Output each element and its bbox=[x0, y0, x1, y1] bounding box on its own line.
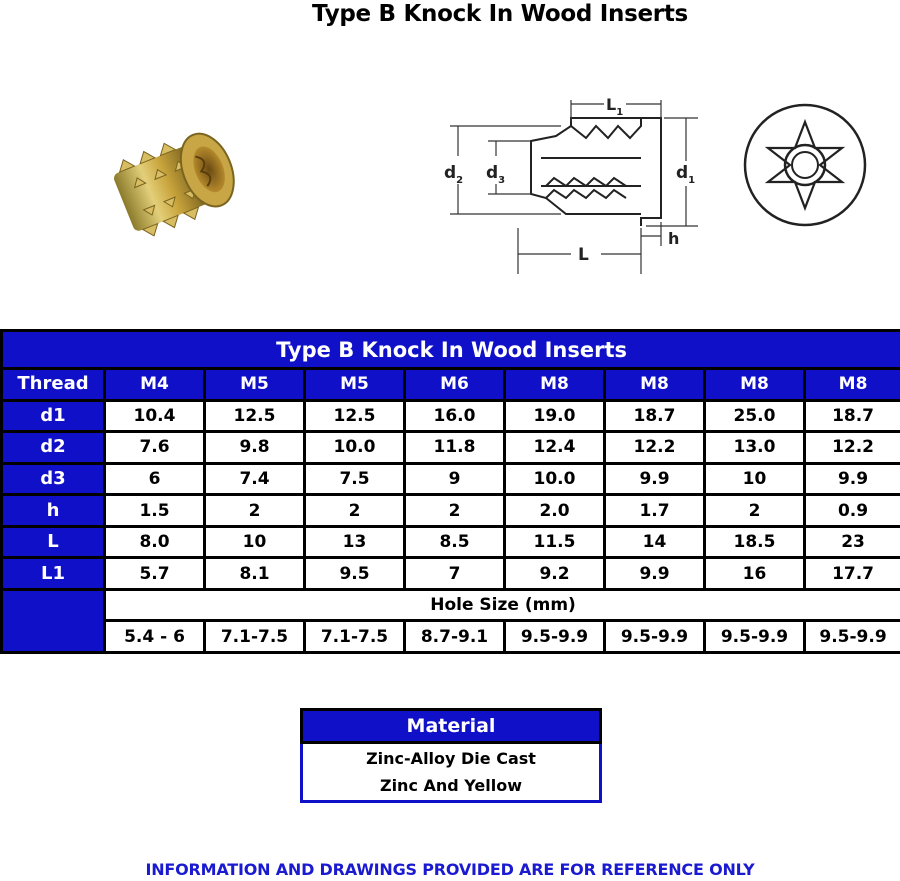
value-cell: 7.5 bbox=[305, 463, 405, 495]
value-cell: 12.2 bbox=[605, 432, 705, 464]
thread-row bbox=[2, 369, 900, 401]
value-cell: 10.0 bbox=[305, 432, 405, 464]
value-cell: 17.7 bbox=[805, 558, 900, 590]
value-cell: 9.9 bbox=[805, 463, 900, 495]
value-cell: 9.8 bbox=[205, 432, 305, 464]
value-cell: 12.2 bbox=[805, 432, 900, 464]
thread-cell: M5 bbox=[305, 369, 405, 401]
hole-size-cell: 9.5-9.9 bbox=[505, 621, 605, 653]
value-cell: 19.0 bbox=[505, 400, 605, 432]
hole-size-header-row bbox=[2, 589, 900, 621]
insert-photo bbox=[98, 113, 258, 253]
hole-size-cell: 7.1-7.5 bbox=[205, 621, 305, 653]
hole-size-cell: 9.5-9.9 bbox=[605, 621, 705, 653]
row-label: h bbox=[2, 495, 105, 527]
hole-size-cell: 5.4 - 6 bbox=[105, 621, 205, 653]
value-cell: 6 bbox=[105, 463, 205, 495]
value-cell: 1.5 bbox=[105, 495, 205, 527]
value-cell: 9.5 bbox=[305, 558, 405, 590]
value-cell: 13 bbox=[305, 526, 405, 558]
label-h: h bbox=[668, 229, 680, 248]
label-d2: $d_2$ bbox=[444, 163, 464, 186]
thread-cell: M6 bbox=[405, 369, 505, 401]
value-cell: 9.9 bbox=[605, 558, 705, 590]
label-L1: $L_1$ bbox=[606, 95, 624, 118]
hole-size-label: Hole Size (mm) bbox=[105, 589, 900, 621]
table-row bbox=[2, 558, 900, 590]
value-cell: 16.0 bbox=[405, 400, 505, 432]
row-label: d2 bbox=[2, 432, 105, 464]
dimension-diagram bbox=[436, 86, 766, 278]
value-cell: 10 bbox=[205, 526, 305, 558]
value-cell: 5.7 bbox=[105, 558, 205, 590]
disclaimer-text: INFORMATION AND DRAWINGS PROVIDED ARE FOR REFERENCE ONLY bbox=[145, 860, 755, 879]
table-row bbox=[2, 400, 900, 432]
value-cell: 7 bbox=[405, 558, 505, 590]
value-cell: 10.4 bbox=[105, 400, 205, 432]
value-cell: 8.1 bbox=[205, 558, 305, 590]
value-cell: 10.0 bbox=[505, 463, 605, 495]
value-cell: 23 bbox=[805, 526, 900, 558]
value-cell: 9.9 bbox=[605, 463, 705, 495]
table-caption: Type B Knock In Wood Inserts bbox=[2, 331, 900, 369]
row-label: d3 bbox=[2, 463, 105, 495]
thread-cell: M4 bbox=[105, 369, 205, 401]
value-cell: 13.0 bbox=[705, 432, 805, 464]
value-cell: 7.4 bbox=[205, 463, 305, 495]
thread-cell: M5 bbox=[205, 369, 305, 401]
value-cell: 7.6 bbox=[105, 432, 205, 464]
hole-size-cell: 8.7-9.1 bbox=[405, 621, 505, 653]
spec-table bbox=[0, 329, 900, 654]
value-cell: 9.2 bbox=[505, 558, 605, 590]
value-cell: 25.0 bbox=[705, 400, 805, 432]
label-d1: $d_1$ bbox=[676, 163, 696, 186]
thread-cell: M8 bbox=[705, 369, 805, 401]
value-cell: 2.0 bbox=[505, 495, 605, 527]
table-row bbox=[2, 495, 900, 527]
value-cell: 18.7 bbox=[605, 400, 705, 432]
value-cell: 2 bbox=[305, 495, 405, 527]
value-cell: 10 bbox=[705, 463, 805, 495]
table-row bbox=[2, 526, 900, 558]
page-title: Type B Knock In Wood Inserts bbox=[312, 1, 688, 27]
thread-cell: M8 bbox=[505, 369, 605, 401]
hole-size-cell: 7.1-7.5 bbox=[305, 621, 405, 653]
material-box bbox=[300, 708, 602, 803]
value-cell: 18.5 bbox=[705, 526, 805, 558]
material-heading: Material bbox=[302, 710, 601, 743]
thread-cell: M8 bbox=[605, 369, 705, 401]
material-body bbox=[302, 743, 601, 802]
row-label: L bbox=[2, 526, 105, 558]
value-cell: 12.4 bbox=[505, 432, 605, 464]
value-cell: 8.0 bbox=[105, 526, 205, 558]
value-cell: 2 bbox=[405, 495, 505, 527]
hole-size-cell: 9.5-9.9 bbox=[805, 621, 900, 653]
value-cell: 1.7 bbox=[605, 495, 705, 527]
value-cell: 8.5 bbox=[405, 526, 505, 558]
row-label: d1 bbox=[2, 400, 105, 432]
hole-size-blank-cell bbox=[2, 589, 105, 652]
value-cell: 2 bbox=[705, 495, 805, 527]
value-cell: 16 bbox=[705, 558, 805, 590]
value-cell: 12.5 bbox=[305, 400, 405, 432]
value-cell: 14 bbox=[605, 526, 705, 558]
hole-size-cell: 9.5-9.9 bbox=[705, 621, 805, 653]
thread-label: Thread bbox=[2, 369, 105, 401]
value-cell: 11.8 bbox=[405, 432, 505, 464]
value-cell: 12.5 bbox=[205, 400, 305, 432]
value-cell: 2 bbox=[205, 495, 305, 527]
value-cell: 11.5 bbox=[505, 526, 605, 558]
thread-cell: M8 bbox=[805, 369, 900, 401]
material-line: Zinc And Yellow bbox=[379, 776, 523, 795]
value-cell: 18.7 bbox=[805, 400, 900, 432]
value-cell: 0.9 bbox=[805, 495, 900, 527]
table-row bbox=[2, 463, 900, 495]
material-line: Zinc-Alloy Die Cast bbox=[366, 749, 536, 768]
value-cell: 9 bbox=[405, 463, 505, 495]
label-L: L bbox=[578, 245, 589, 265]
hole-size-row bbox=[2, 621, 900, 653]
table-row bbox=[2, 432, 900, 464]
row-label: L1 bbox=[2, 558, 105, 590]
label-d3: $d_3$ bbox=[486, 163, 506, 186]
end-view-diagram bbox=[740, 100, 870, 230]
